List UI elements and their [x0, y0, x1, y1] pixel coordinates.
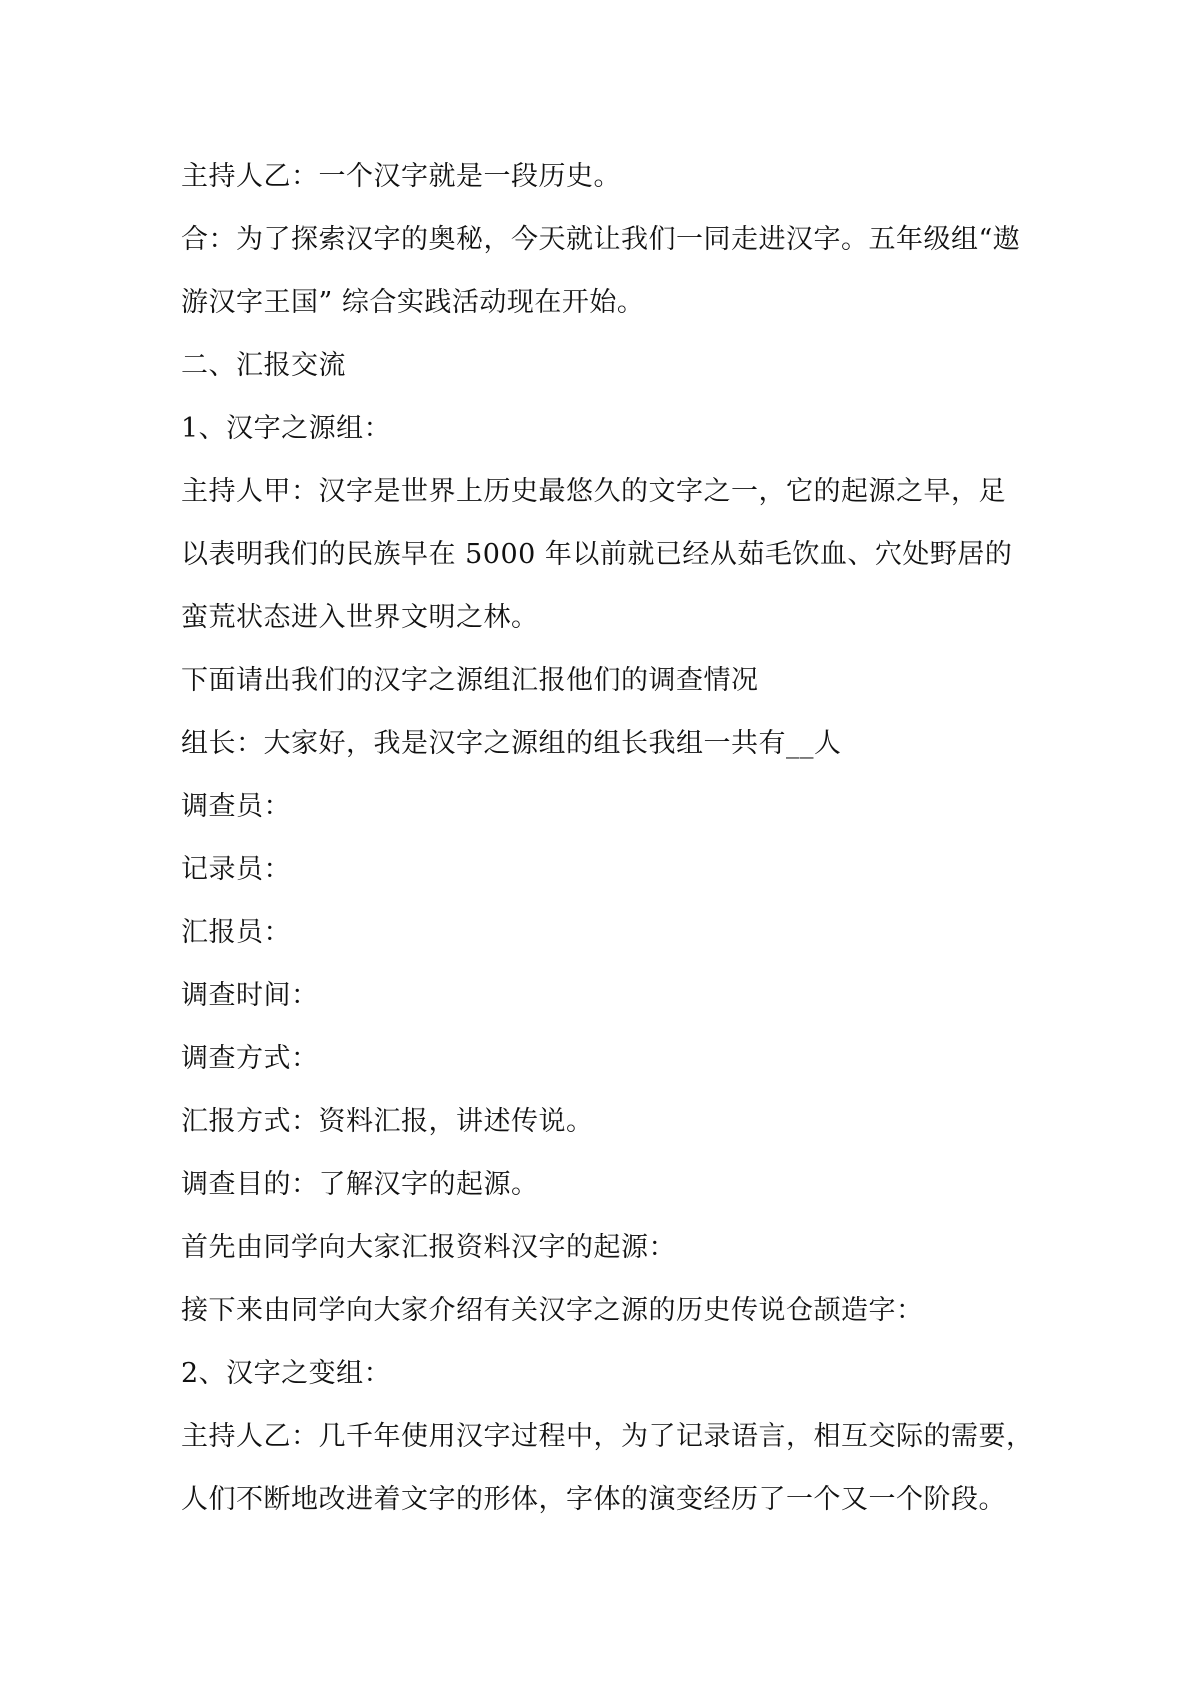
text-line: 主持人乙：几千年使用汉字过程中，为了记录语言，相互交际的需要， [181, 1421, 1034, 1452]
field-label: 调查方式： [181, 1043, 319, 1074]
text-line: 主持人乙：一个汉字就是一段历史。 [181, 161, 621, 192]
subsection-heading: 2、汉字之变组： [181, 1358, 392, 1389]
text-line: 组长：大家好，我是汉字之源组的组长我组一共有__人 [181, 728, 842, 759]
text-line: 首先由同学向大家汇报资料汉字的起源： [181, 1232, 676, 1263]
section-heading: 二、汇报交流 [181, 350, 346, 381]
text-line: 汇报方式：资料汇报，讲述传说。 [181, 1106, 594, 1137]
field-label: 调查时间： [181, 980, 319, 1011]
text-line: 下面请出我们的汉字之源组汇报他们的调查情况 [181, 665, 759, 696]
subsection-heading: 1、汉字之源组： [181, 413, 392, 444]
text-line: 游汉字王国” 综合实践活动现在开始。 [181, 287, 645, 318]
text-line: 主持人甲：汉字是世界上历史最悠久的文字之一，它的起源之早，足 [181, 476, 1006, 507]
text-line: 调查目的：了解汉字的起源。 [181, 1169, 539, 1200]
text-line: 以表明我们的民族早在 5000 年以前就已经从茹毛饮血、穴处野居的 [181, 539, 1013, 570]
text-line: 蛮荒状态进入世界文明之林。 [181, 602, 539, 633]
text-line: 人们不断地改进着文字的形体，字体的演变经历了一个又一个阶段。 [181, 1484, 1006, 1515]
role-label: 调查员： [181, 791, 291, 822]
role-label: 记录员： [181, 854, 291, 885]
role-label: 汇报员： [181, 917, 291, 948]
text-line: 合：为了探索汉字的奥秘，今天就让我们一同走进汉字。五年级组“遨 [181, 224, 1021, 255]
document-body [181, 145, 1034, 1531]
text-line: 接下来由同学向大家介绍有关汉字之源的历史传说仓颉造字： [181, 1295, 924, 1326]
